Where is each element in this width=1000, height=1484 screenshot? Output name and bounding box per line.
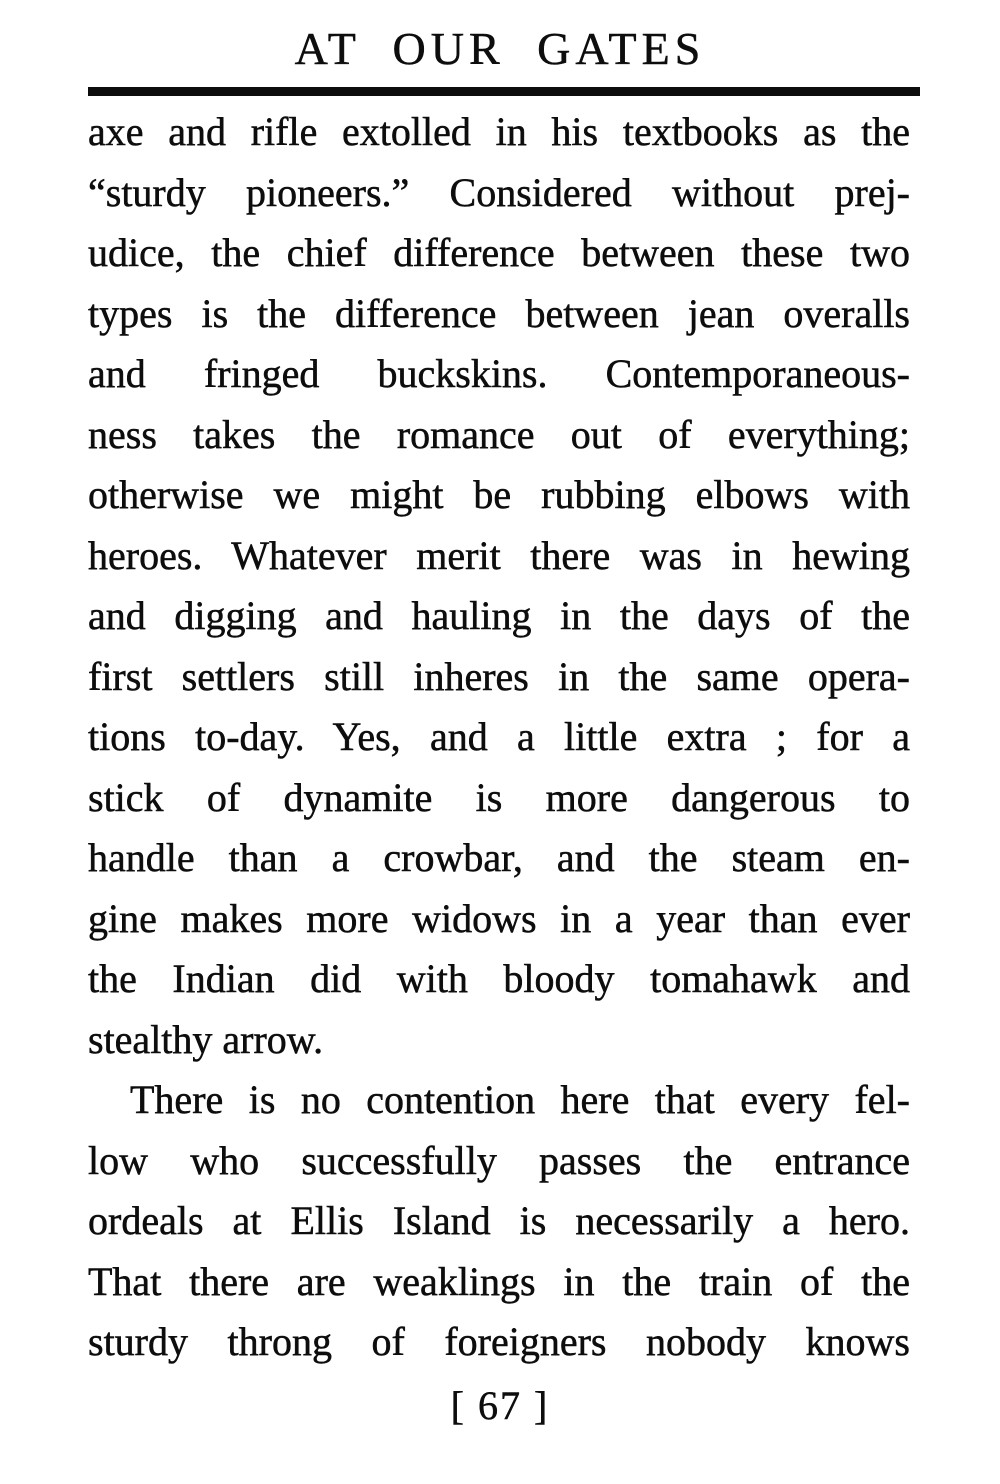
text-line: ordeals at Ellis Island is necessarily a hero. [88, 1198, 910, 1243]
text-line: sturdy throng of foreigners nobody knows [88, 1319, 910, 1364]
text-line: and fringed buckskins. Contemporaneous- [88, 351, 910, 396]
text-line: first settlers still inheres in the same opera- [88, 653, 910, 699]
text-line: otherwise we might be rubbing elbows with [88, 472, 910, 517]
body-text [88, 102, 910, 1373]
page-number: [ 67 ] [450, 1383, 550, 1428]
header-rule [88, 87, 920, 96]
text-line: ness takes the romance out of everything; [88, 411, 910, 457]
text-line: stick of dynamite is more dangerous to [88, 774, 910, 820]
text-line: udice, the chief difference between these two [88, 230, 910, 275]
text-line: handle than a crowbar, and the steam en- [88, 835, 910, 880]
text-line: heroes. Whatever merit there was in hewing [88, 532, 910, 578]
text-line: tions to-day. Yes, and a little extra ; for a [88, 714, 910, 759]
text-line: types is the difference between jean overalls [88, 290, 910, 336]
text-line: low who successfully passes the entrance [88, 1137, 910, 1183]
text-line: axe and rifle extolled in his textbooks as the [88, 109, 910, 154]
text-line: “sturdy pioneers.” Considered without prej- [88, 169, 910, 215]
text-line: and digging and hauling in the days of the [88, 593, 910, 638]
text-line: There is no contention here that every fel- [130, 1077, 910, 1122]
text-line: That there are weaklings in the train of the [88, 1258, 910, 1304]
text-line: gine makes more widows in a year than ever [88, 895, 910, 941]
running-head-title: AT OUR GATES [294, 23, 706, 74]
text-line: the Indian did with bloody tomahawk and [88, 956, 910, 1001]
text-line: stealthy arrow. [88, 1016, 324, 1062]
